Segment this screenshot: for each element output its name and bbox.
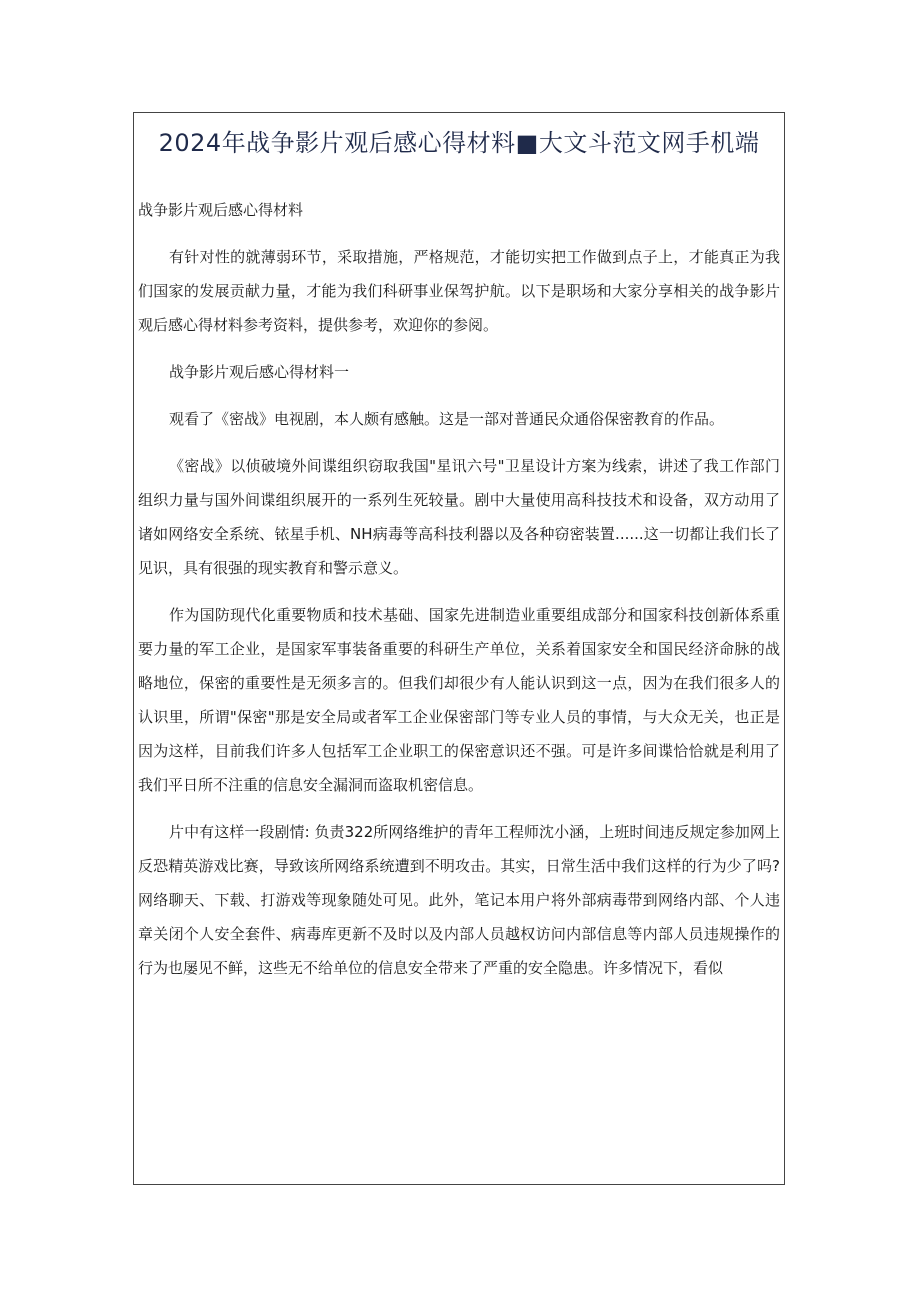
document-body [138, 193, 780, 998]
article-heading: 战争影片观后感心得材料 [138, 201, 304, 219]
intro-paragraph: 有针对性的就薄弱环节，采取措施，严格规范，才能切实把工作做到点子上，才能真正为我们国家的发展贡献力量，才能为我们科研事业保驾护航。以下是职场和大家分享相关的战争影片观后感心得材料参考资料，提供参考，欢迎你的参阅。 [138, 248, 780, 334]
document-page [133, 112, 785, 1185]
body-paragraph: 观看了《密战》电视剧，本人颇有感触。这是一部对普通民众通俗保密教育的作品。 [169, 410, 725, 428]
section-heading: 战争影片观后感心得材料一 [169, 363, 350, 381]
body-paragraph: 片中有这样一段剧情: 负责322所网络维护的青年工程师沈小涵，上班时间违反规定参加网上反恐精英游戏比赛，导致该所网络系统遭到不明攻击。其实，日常生活中我们这样的行为少了吗?网络聊天、下载、打游戏等现象随处可见。此外，笔记本用户将外部病毒带到网络内部、个人违章关闭个人安全套件、病毒库更新不及时以及内部人员越权访问内部信息等内部人员违规操作的行为也屡见不鲜，这些无不给单位的信息安全带来了严重的安全隐患。许多情况下，看似 [138, 823, 780, 977]
body-paragraph: 作为国防现代化重要物质和技术基础、国家先进制造业重要组成部分和国家科技创新体系重要力量的军工企业，是国家军事装备重要的科研生产单位，关系着国家安全和国民经济命脉的战略地位，保密的重要性是无须多言的。但我们却很少有人能认识到这一点，因为在我们很多人的认识里，所谓"保密"那是安全局或者军工企业保密部门等专业人员的事情，与大众无关，也正是因为这样，目前我们许多人包括军工企业职工的保密意识还不强。可是许多间谍恰恰就是利用了我们平日所不注重的信息安全漏洞而盗取机密信息。 [138, 606, 780, 794]
document-title: 2024年战争影片观后感心得材料■大文斗范文网手机端 [158, 129, 760, 157]
body-paragraph: 《密战》以侦破境外间谍组织窃取我国"星讯六号"卫星设计方案为线索，讲述了我工作部门组织力量与国外间谍组织展开的一系列生死较量。剧中大量使用高科技技术和设备，双方动用了诸如网络安全系统、铱星手机、NH病毒等高科技利器以及各种窃密装置......这一切都让我们长了见识，具有很强的现实教育和警示意义。 [138, 457, 780, 577]
